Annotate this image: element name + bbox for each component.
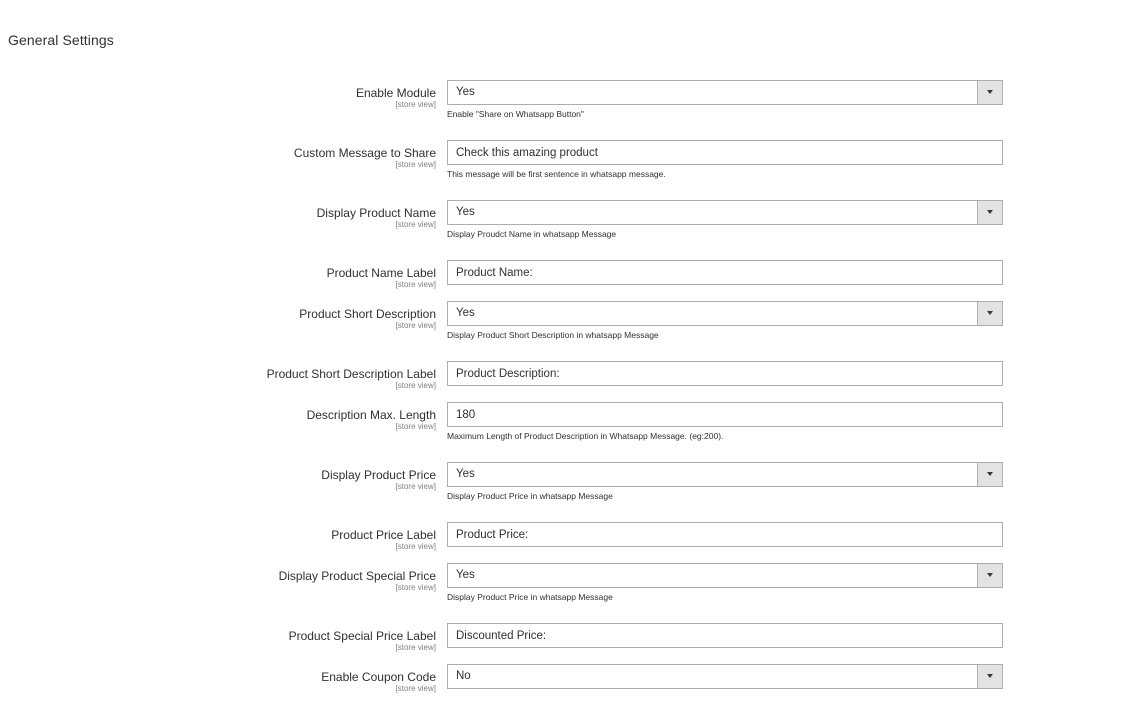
select-value: Yes [456, 569, 475, 581]
field-label: Display Product Name [316, 206, 436, 220]
chevron-down-icon[interactable] [977, 302, 1002, 325]
chevron-down-icon[interactable] [977, 201, 1002, 224]
display-product-special-price-select[interactable] [447, 563, 1003, 588]
field-label: Product Short Description [299, 307, 436, 321]
field-note: Display Product Price in whatsapp Message [447, 592, 613, 602]
scope-label: [store view] [395, 684, 436, 693]
scope-label: [store view] [395, 583, 436, 592]
product-short-description-label-input[interactable] [447, 361, 1003, 386]
field-label: Enable Coupon Code [321, 670, 436, 684]
select-value: Yes [456, 206, 475, 218]
field-label: Enable Module [355, 86, 436, 100]
field-label: Display Product Special Price [278, 569, 436, 583]
chevron-down-icon[interactable] [977, 564, 1002, 587]
field-note: Enable "Share on Whatsapp Button" [447, 109, 584, 119]
select-value: No [456, 670, 471, 682]
product-price-label-input[interactable] [447, 522, 1003, 547]
field-note: Maximum Length of Product Description in Whatsapp Message. (eg:200). [447, 431, 724, 441]
chevron-down-icon[interactable] [977, 81, 1002, 104]
product-short-description-select[interactable] [447, 301, 1003, 326]
product-special-price-label-input[interactable] [447, 623, 1003, 648]
enable-coupon-code-select[interactable] [447, 664, 1003, 689]
field-label: Display Product Price [321, 468, 436, 482]
display-product-price-select[interactable] [447, 462, 1003, 487]
scope-label: [store view] [395, 643, 436, 652]
field-label-wrap [180, 409, 436, 432]
field-note: Display Product Short Description in whatsapp Message [447, 330, 659, 340]
field-label-wrap [180, 368, 436, 391]
field-label: Description Max. Length [306, 408, 436, 422]
scope-label: [store view] [395, 321, 436, 330]
enable-module-select[interactable] [447, 80, 1003, 105]
scope-label: [store view] [395, 422, 436, 431]
field-label-wrap [180, 529, 436, 552]
field-label-wrap [180, 671, 436, 694]
field-note: This message will be first sentence in whatsapp message. [447, 169, 666, 179]
section-title: General Settings [8, 32, 114, 48]
select-value: Yes [456, 86, 475, 98]
field-label: Custom Message to Share [293, 146, 436, 160]
field-note: Display Product Price in whatsapp Message [447, 491, 613, 501]
display-product-name-select[interactable] [447, 200, 1003, 225]
field-label-wrap [180, 207, 436, 230]
field-label-wrap [180, 147, 436, 170]
field-label-wrap [180, 570, 436, 593]
field-note: Display Proudct Name in whatsapp Message [447, 229, 617, 239]
select-value: Yes [456, 468, 475, 480]
custom-message-input[interactable] [447, 140, 1003, 165]
chevron-down-icon[interactable] [977, 463, 1002, 486]
scope-label: [store view] [395, 160, 436, 169]
field-label: Product Name Label [326, 266, 436, 280]
field-label: Product Short Description Label [266, 367, 436, 381]
select-value: Yes [456, 307, 475, 319]
scope-label: [store view] [395, 381, 436, 390]
field-label-wrap [180, 87, 436, 110]
field-label-wrap [180, 630, 436, 653]
scope-label: [store view] [395, 220, 436, 229]
field-label-wrap [180, 267, 436, 290]
product-name-label-input[interactable] [447, 260, 1003, 285]
field-label: Product Special Price Label [288, 629, 436, 643]
description-max-length-input[interactable] [447, 402, 1003, 427]
field-label: Product Price Label [331, 528, 436, 542]
scope-label: [store view] [395, 542, 436, 551]
scope-label: [store view] [395, 100, 436, 109]
field-label-wrap [180, 469, 436, 492]
chevron-down-icon[interactable] [977, 665, 1002, 688]
field-label-wrap [180, 308, 436, 331]
scope-label: [store view] [395, 280, 436, 289]
scope-label: [store view] [395, 482, 436, 491]
